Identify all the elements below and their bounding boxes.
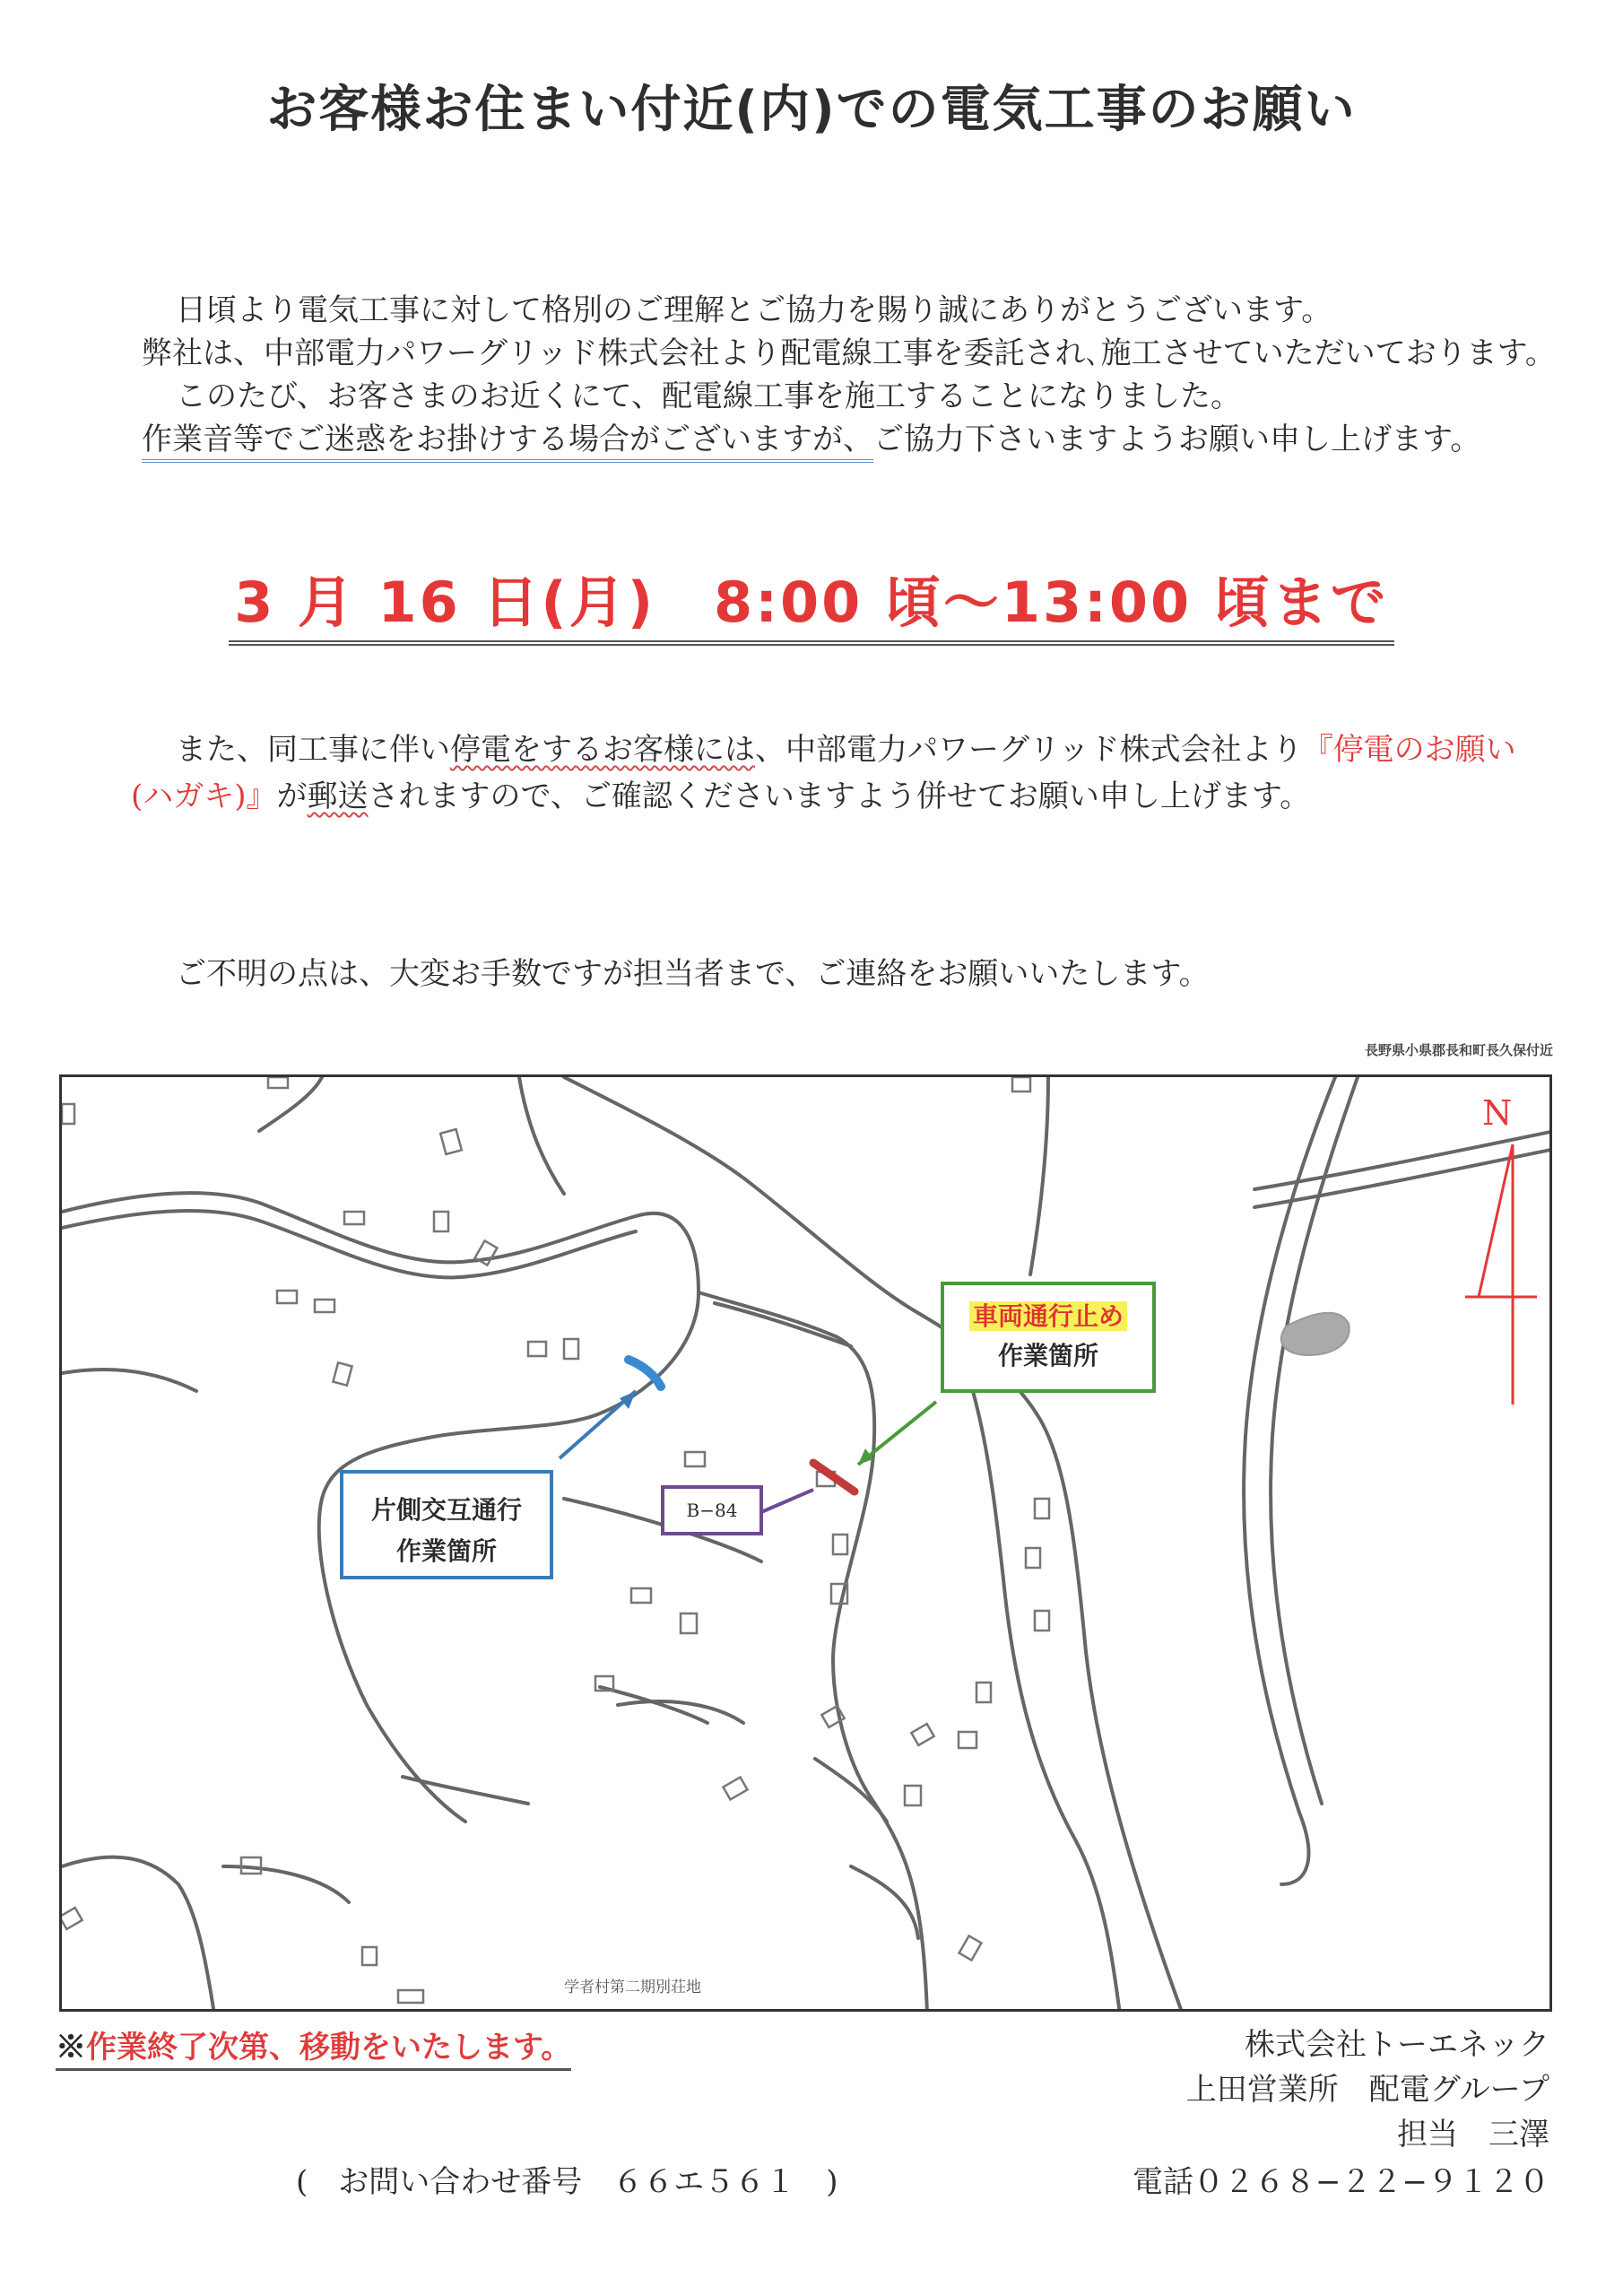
road-closure-label: 車両通行止め — [969, 1301, 1127, 1331]
intro-line-4-rest: ご協力下さいますようお願い申し上げます。 — [873, 422, 1481, 457]
schedule-line — [0, 558, 1623, 638]
outage-text-c: が — [276, 778, 308, 814]
site-map — [59, 1074, 1552, 2012]
company-name: 株式会社トーエネック — [1245, 2027, 1549, 2063]
intro-line-3: このたび、お客さまのお近くにて、配電線工事を施工することになりました。 — [176, 378, 1241, 414]
pole-pointer — [761, 1490, 813, 1512]
outage-line-2 — [131, 771, 1310, 815]
outage-line-1 — [176, 725, 1516, 769]
phone-number: 電話０２６８−２２−９１２０ — [1133, 2164, 1549, 2200]
alternate-traffic-callout — [340, 1470, 553, 1579]
outage-text-b: 、中部電力パワーグリッド株式会社より — [755, 732, 1303, 768]
outage-mail: 郵送 — [307, 778, 369, 814]
pole-label: B−84 — [686, 1500, 738, 1521]
contact-note: ご不明の点は、大変お手数ですが担当者まで、ご連絡をお願いいたします。 — [176, 956, 1210, 992]
road-closure-callout — [941, 1282, 1156, 1393]
outage-postcard-title: 『停電のお願い — [1302, 732, 1516, 768]
outage-text-d: されますので、ご確認くださいますよう併せてお願い申し上げます。 — [368, 778, 1311, 814]
map-drawing — [62, 1077, 1552, 2012]
intro-line-2: 弊社は、中部電力パワーグリッド株式会社より配電線工事を委託され､施工させていただいております。 — [142, 335, 1556, 371]
schedule-text: 3 月 16 日(月) 8:00 頃～13:00 頃まで — [229, 570, 1394, 646]
outage-customers: 停電をするお客様には — [450, 732, 755, 768]
inquiry-number: ( お問い合わせ番号 ６６エ５６１ ) — [296, 2164, 838, 2200]
north-arrow — [1465, 1144, 1537, 1405]
outage-text-a: また、同工事に伴い — [176, 732, 450, 768]
outage-postcard-title-end: (ハガキ)』 — [131, 778, 277, 814]
intro-line-1: 日頃より電気工事に対して格別のご理解とご協力を賜り誠にありがとうございます。 — [176, 292, 1332, 328]
alternate-traffic-label: 片側交互通行 — [370, 1495, 522, 1525]
north-label: N — [1482, 1093, 1513, 1133]
office-name: 上田営業所 配電グループ — [1185, 2072, 1549, 2108]
note-mark: ※ — [56, 2030, 86, 2066]
pole-label-box — [661, 1485, 763, 1535]
area-label: 学者村第二期別荘地 — [564, 1979, 701, 1996]
map-location-label: 長野県小県郡長和町長久保付近 — [1364, 1042, 1553, 1058]
page-title: お客様お住まい付近(内)での電気工事のお願い — [266, 81, 1357, 139]
underlined-notice: 作業音等でご迷惑をお掛けする場合がございますが、 — [142, 422, 873, 463]
intro-line-4 — [142, 414, 1480, 458]
person-in-charge: 担当 三澤 — [1397, 2117, 1549, 2152]
relocation-note — [56, 2022, 571, 2071]
road-closure-work-label: 作業箇所 — [997, 1341, 1098, 1370]
note-text: 作業終了次第、移動をいたします。 — [86, 2030, 572, 2066]
alternate-traffic-work-label: 作業箇所 — [395, 1536, 497, 1566]
alternate-traffic-work-mark — [629, 1360, 661, 1387]
